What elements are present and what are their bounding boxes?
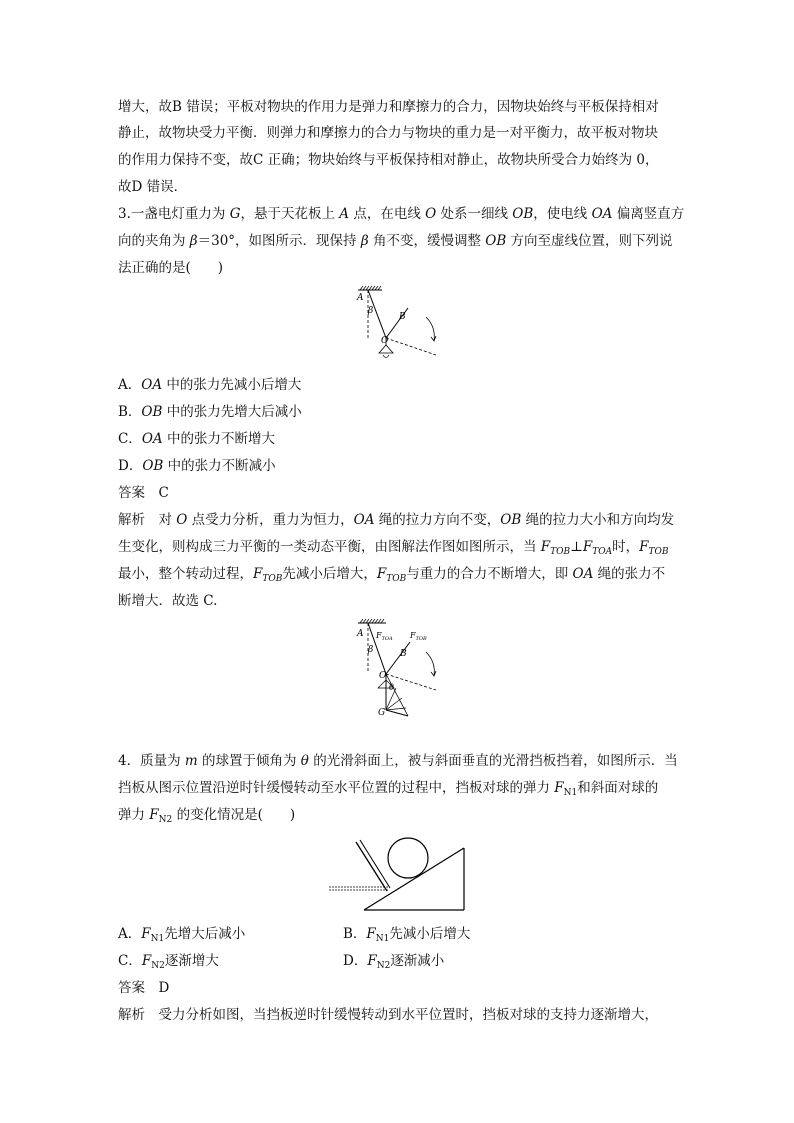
analysis-line: 解析 对 O 点受力分析，重力为恒力，OA 绳的拉力方向不变，OB 绳的拉力大小和方向均发 xyxy=(118,512,675,528)
text-line: 增大，故B 错误；平板对物块的作用力是弹力和摩擦力的合力，因物块始终与平板保持相对 xyxy=(118,99,659,115)
question-3-figure xyxy=(348,283,448,371)
question-4-figure xyxy=(326,832,468,914)
figure-label-o: O xyxy=(379,671,387,681)
option-d[interactable]: D．OB 中的张力不断减小 xyxy=(118,458,276,474)
figure-label-ftob: $F_{TOB}$ xyxy=(410,631,427,642)
text-line: 静止，故物块受力平衡．则弹力和摩擦力的合力与物块的重力是一对平衡力，故平板对物块 xyxy=(118,125,658,141)
option-a[interactable]: A．OA 中的张力先减小后增大 xyxy=(118,377,302,393)
option-b[interactable]: B．$F_{N1}$先减小后增大 xyxy=(343,926,471,944)
figure-label-g: G xyxy=(378,708,386,718)
analysis-line: 生变化，则构成三力平衡的一类动态平衡，由图解法作图如图所示，当 $F_{TOB}\perp F_{TOA}$时，$F_{TOB}$ xyxy=(118,539,669,557)
question-3-analysis-figure xyxy=(348,618,448,722)
analysis-line: 最小，整个转动过程，$F_{TOB}$先减小后增大，$F_{TOB}$与重力的合力不断增大，即 OA 绳的张力不 xyxy=(118,566,666,584)
text-line: 的作用力保持不变，故C 正确；物块始终与平板保持相对静止，故物块所受合力始终为 0， xyxy=(118,152,659,168)
analysis-line: 解析 受力分析如图，当挡板逆时针缓慢转动到水平位置时，挡板对球的支持力逐渐增大， xyxy=(118,1007,658,1023)
answer-line: 答案 C xyxy=(118,485,169,501)
answer-line: 答案 D xyxy=(118,980,170,996)
question-4-stem-line: 挡板从图示位置沿逆时针缓慢转动至水平位置的过程中，挡板对球的弹力 $F_{N1}$和斜面对球的 xyxy=(118,780,659,798)
figure-label-b: B xyxy=(400,649,407,659)
figure-label-a: A xyxy=(357,629,364,639)
figure-label-b: B xyxy=(399,312,406,322)
option-a[interactable]: A．$F_{N1}$先增大后减小 xyxy=(118,926,246,944)
question-3-stem-line: 法正确的是( ) xyxy=(118,260,224,276)
question-4-stem-line: 弹力 $F_{N2}$ 的变化情况是( ) xyxy=(118,807,296,825)
option-d[interactable]: D．$F_{N2}$逐渐减小 xyxy=(343,953,445,971)
option-b[interactable]: B．OB 中的张力先增大后减小 xyxy=(118,404,302,420)
figure-label-beta: β xyxy=(368,645,374,655)
option-c[interactable]: C．$F_{N2}$逐渐增大 xyxy=(118,953,219,971)
question-3-stem-line: 向的夹角为 β＝30°，如图所示．现保持 β 角不变，缓慢调整 OB 方向至虚线位置，则下列说 xyxy=(118,233,673,249)
figure-label-theta: θ xyxy=(389,683,394,692)
figure-label-beta: β xyxy=(368,306,374,316)
figure-label-ftoa: $F_{TOA}$ xyxy=(376,631,393,642)
text-line: 故D 错误． xyxy=(118,179,188,195)
analysis-line: 断增大．故选 C. xyxy=(118,593,218,609)
figure-label-a: A xyxy=(357,293,364,303)
question-3-stem-line: 3.一盏电灯重力为 G，悬于天花板上 A 点，在电线 O 处系一细线 OB，使电线 OA 偏离竖直方 xyxy=(118,206,685,222)
question-4-stem-line: 4．质量为 m 的球置于倾角为 θ 的光滑斜面上，被与斜面垂直的光滑挡板挡着，如图所示．当 xyxy=(118,753,678,769)
option-c[interactable]: C．OA 中的张力不断增大 xyxy=(118,431,275,447)
figure-label-o: O xyxy=(381,336,389,346)
